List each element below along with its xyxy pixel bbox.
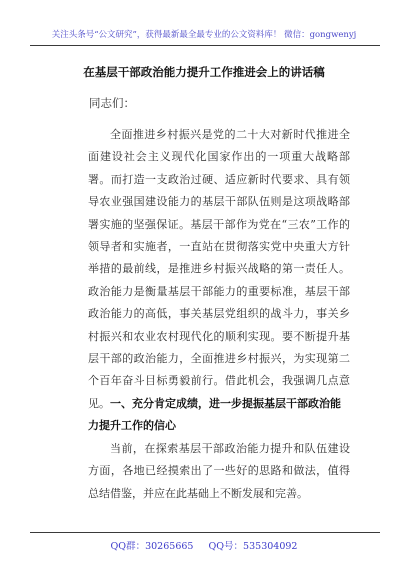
footer-qq-number: QQ号：535304092 — [208, 541, 298, 552]
paragraph-1: 全面推进乡村振兴是党的二十大对新时代推进全面建设社会主义现代化国家作出的一项重大战略部署。而打造一支政治过硬、适应新时代要求、具有领导农业强国建设能力的基层干部队伍则是这项战略部署实施的坚强保证。基层干部作为党在“三农”工作的领导者和实施者，一直站在贯彻落实党中央重大方针举措的最前线，是推进乡村振兴战略的第一责任人。政治能力是衡量基层干部能力的重要标准，基层干部政治能力的高低，事关基层党组织的战斗力，事关乡村振兴和农业农村现代化的顺利实现。要不断提升基层干部的政治能力，全面推进乡村振兴，为实现第二个百年奋斗目标勇毅前行。借此机会，我强调几点意见。 — [88, 128, 350, 410]
paragraph-2: 当前，在探索基层干部政治能力提升和队伍建设方面，各地已经摸索出了一些好的思路和做法，值得总结借鉴，并应在此基础上不断发展和完善。 — [88, 442, 350, 500]
header-divider — [30, 45, 380, 46]
footer-divider — [30, 532, 380, 533]
footer-contact — [0, 538, 408, 552]
footer-qq-group: QQ群：30265665 — [110, 541, 194, 552]
section-heading-1: 一、充分肯定成绩，进一步提振基层干部政治能力提升工作的信心 — [88, 397, 341, 432]
document-title: 在基层干部政治能力提升工作推进会上的讲话稿 — [83, 65, 325, 79]
header-promo-text: 关注头条号“公文研究”，获得最新最全最专业的公文资料库！ 微信：gongwenyj — [51, 30, 357, 40]
greeting: 同志们： — [89, 96, 135, 110]
